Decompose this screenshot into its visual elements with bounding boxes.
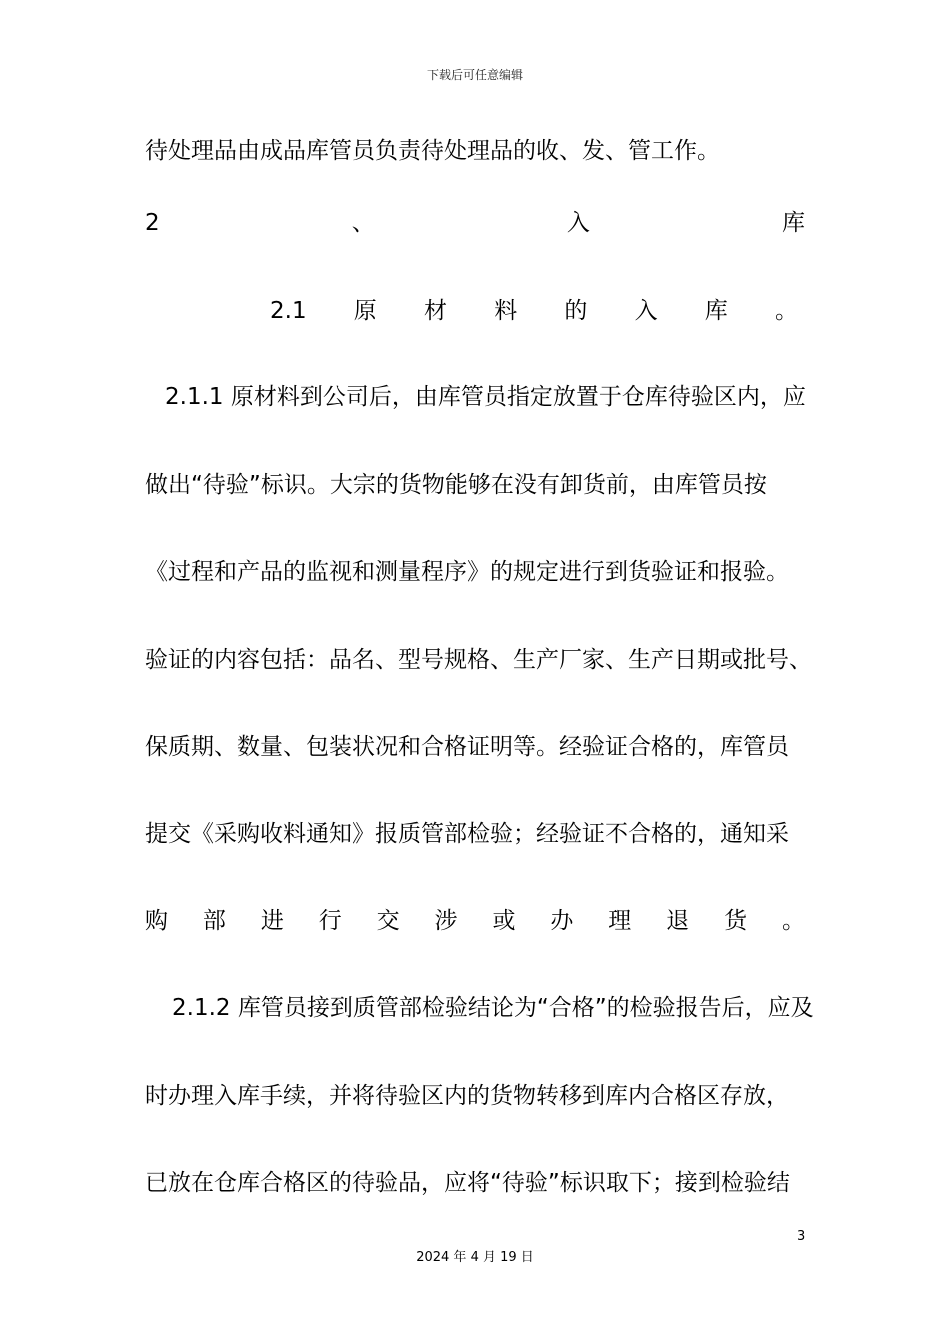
spread-char: 货 xyxy=(724,908,748,934)
footer-date: 2024 年 4 月 19 日 xyxy=(416,1250,534,1265)
body-line-9: 2.1.2 库管员接到质管部检验结论为“合格”的检验报告后，应及 xyxy=(172,995,814,1021)
spread-char: 。 xyxy=(781,908,805,934)
spread-char: 涉 xyxy=(434,908,458,934)
heading-2-part: 库 xyxy=(781,210,805,236)
spread-char: 办 xyxy=(550,908,574,934)
heading-2-1-part: 材 xyxy=(423,298,447,324)
body-line-11: 已放在仓库合格区的待验品，应将“待验”标识取下；接到检验结 xyxy=(145,1170,790,1196)
spread-char: 进 xyxy=(260,908,284,934)
body-line-4: 《过程和产品的监视和测量程序》的规定进行到货验证和报验。 xyxy=(145,559,789,585)
spread-char: 理 xyxy=(608,908,632,934)
body-line-10: 时办理入库手续，并将待验区内的货物转移到库内合格区存放， xyxy=(145,1083,789,1109)
heading-2-1-part: 入 xyxy=(634,298,658,324)
heading-2-1 xyxy=(270,295,798,327)
heading-2-1-part: 2.1 xyxy=(270,298,307,324)
header-note: 下载后可任意编辑 xyxy=(426,68,523,82)
body-line-2: 2.1.1 原材料到公司后，由库管员指定放置于仓库待验区内，应 xyxy=(165,384,806,410)
heading-2-1-part: 的 xyxy=(564,298,588,324)
page-number: 3 xyxy=(797,1229,806,1244)
spread-char: 或 xyxy=(492,908,516,934)
heading-2-part: 2 xyxy=(145,210,160,236)
spread-char: 购 xyxy=(145,908,168,934)
body-line-8-spread xyxy=(145,905,805,937)
heading-2-part: 、 xyxy=(351,210,375,236)
spread-char: 交 xyxy=(376,908,400,934)
body-line-7: 提交《采购收料通知》报质管部检验；经验证不合格的，通知采 xyxy=(145,821,789,847)
heading-2-1-part: 原 xyxy=(353,298,377,324)
body-line-6: 保质期、数量、包装状况和合格证明等。经验证合格的，库管员 xyxy=(145,734,789,760)
spread-char: 部 xyxy=(202,908,226,934)
body-line-1: 待处理品由成品库管员负责待处理品的收、发、管工作。 xyxy=(145,138,720,164)
heading-2-1-part: 。 xyxy=(775,298,798,324)
spread-char: 退 xyxy=(666,908,690,934)
heading-2 xyxy=(145,207,805,239)
heading-2-1-part: 库 xyxy=(704,298,728,324)
heading-2-1-part: 料 xyxy=(494,298,518,324)
body-line-5: 验证的内容包括：品名、型号规格、生产厂家、生产日期或批号、 xyxy=(145,647,812,673)
body-line-3: 做出“待验”标识。大宗的货物能够在没有卸货前，由库管员按 xyxy=(145,472,767,498)
spread-char: 行 xyxy=(318,908,342,934)
heading-2-part: 入 xyxy=(566,210,590,236)
